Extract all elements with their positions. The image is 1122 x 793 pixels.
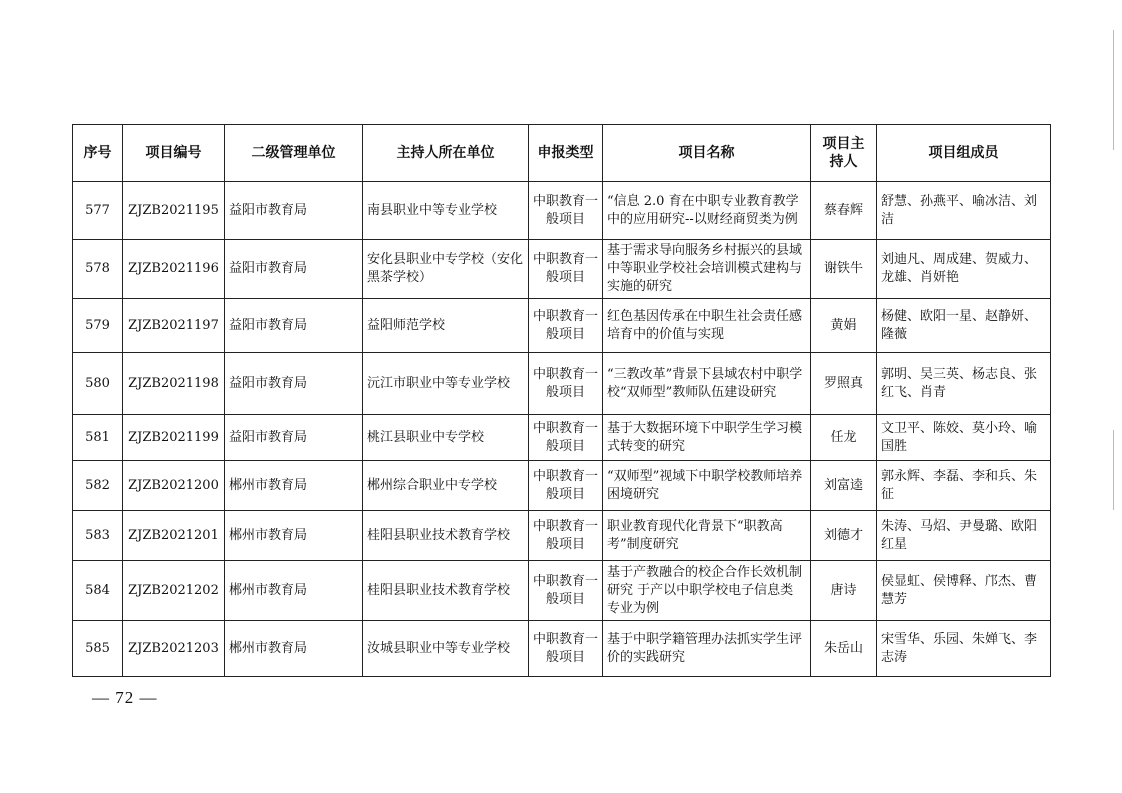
table-row (73, 621, 1051, 677)
cell-host: 谢铁牛 (811, 240, 877, 299)
cell-code: ZJZB2021201 (123, 511, 225, 561)
cell-name: 基于产教融合的校企合作长效机制研究 于产以中职学校电子信息类专业为例 (603, 561, 811, 621)
cell-type: 中职教育一般项目 (529, 561, 603, 621)
cell-unit: 南县职业中等专业学校 (363, 182, 529, 240)
cell-name: “信息 2.0 育在中职专业教育教学中的应用研究--以财经商贸类为例 (603, 182, 811, 240)
cell-name: 基于大数据环境下中职学生学习模式转变的研究 (603, 415, 811, 461)
header-unit: 主持人所在单位 (363, 125, 529, 182)
cell-host: 刘德才 (811, 511, 877, 561)
cell-name: 基于需求导向服务乡村振兴的县域中等职业学校社会培训模式建构与实施的研究 (603, 240, 811, 299)
cell-members: 郭永辉、李磊、李和兵、朱征 (877, 461, 1051, 511)
cell-dept: 益阳市教育局 (225, 182, 363, 240)
header-seq: 序号 (73, 125, 123, 182)
cell-seq: 580 (73, 353, 123, 415)
cell-host: 唐诗 (811, 561, 877, 621)
cell-host: 任龙 (811, 415, 877, 461)
cell-dept: 益阳市教育局 (225, 240, 363, 299)
cell-host: 黄娟 (811, 299, 877, 353)
cell-host: 朱岳山 (811, 621, 877, 677)
cell-members: 刘迪凡、周成建、贺威力、龙雄、肖妍艳 (877, 240, 1051, 299)
cell-host: 蔡春辉 (811, 182, 877, 240)
cell-members: 宋雪华、乐园、朱婵飞、李志涛 (877, 621, 1051, 677)
margin-mark (1113, 430, 1114, 510)
cell-seq: 583 (73, 511, 123, 561)
cell-type: 中职教育一般项目 (529, 461, 603, 511)
header-name: 项目名称 (603, 125, 811, 182)
header-code: 项目编号 (123, 125, 225, 182)
cell-dept: 郴州市教育局 (225, 511, 363, 561)
cell-unit: 郴州综合职业中专学校 (363, 461, 529, 511)
cell-code: ZJZB2021196 (123, 240, 225, 299)
cell-host: 刘富逵 (811, 461, 877, 511)
cell-code: ZJZB2021200 (123, 461, 225, 511)
cell-type: 中职教育一般项目 (529, 415, 603, 461)
cell-code: ZJZB2021203 (123, 621, 225, 677)
cell-type: 中职教育一般项目 (529, 299, 603, 353)
table-row (73, 240, 1051, 299)
cell-unit: 桃江县职业中专学校 (363, 415, 529, 461)
table-row (73, 561, 1051, 621)
table-row (73, 415, 1051, 461)
cell-name: “三教改革”背景下县域农村中职学校“双师型”教师队伍建设研究 (603, 353, 811, 415)
cell-dept: 郴州市教育局 (225, 561, 363, 621)
cell-dept: 郴州市教育局 (225, 461, 363, 511)
page-number: — 72 — (92, 688, 158, 707)
header-dept: 二级管理单位 (225, 125, 363, 182)
cell-dept: 益阳市教育局 (225, 353, 363, 415)
cell-members: 侯显虹、侯博释、邝杰、曹慧芳 (877, 561, 1051, 621)
cell-unit: 桂阳县职业技术教育学校 (363, 511, 529, 561)
cell-seq: 579 (73, 299, 123, 353)
cell-unit: 益阳师范学校 (363, 299, 529, 353)
cell-dept: 益阳市教育局 (225, 415, 363, 461)
project-table (72, 124, 1051, 677)
cell-seq: 578 (73, 240, 123, 299)
cell-seq: 584 (73, 561, 123, 621)
header-host: 项目主持人 (811, 125, 877, 182)
cell-name: “双师型”视域下中职学校教师培养困境研究 (603, 461, 811, 511)
cell-members: 杨健、欧阳一星、赵静妍、隆薇 (877, 299, 1051, 353)
table-header-row (73, 125, 1051, 182)
table-row (73, 353, 1051, 415)
cell-members: 舒慧、孙燕平、喻冰洁、刘洁 (877, 182, 1051, 240)
cell-type: 中职教育一般项目 (529, 240, 603, 299)
cell-name: 红色基因传承在中职生社会责任感培育中的价值与实现 (603, 299, 811, 353)
cell-name: 基于中职学籍管理办法抓实学生评价的实践研究 (603, 621, 811, 677)
cell-type: 中职教育一般项目 (529, 182, 603, 240)
cell-code: ZJZB2021195 (123, 182, 225, 240)
cell-seq: 582 (73, 461, 123, 511)
cell-members: 郭明、吴三英、杨志良、张红飞、肖青 (877, 353, 1051, 415)
cell-name: 职业教育现代化背景下“职教高考”制度研究 (603, 511, 811, 561)
table-row (73, 511, 1051, 561)
cell-type: 中职教育一般项目 (529, 353, 603, 415)
cell-code: ZJZB2021202 (123, 561, 225, 621)
cell-members: 朱涛、马炤、尹曼璐、欧阳红星 (877, 511, 1051, 561)
cell-code: ZJZB2021197 (123, 299, 225, 353)
cell-unit: 汝城县职业中等专业学校 (363, 621, 529, 677)
cell-members: 文卫平、陈姣、莫小玲、喻国胜 (877, 415, 1051, 461)
cell-dept: 益阳市教育局 (225, 299, 363, 353)
header-type: 申报类型 (529, 125, 603, 182)
cell-dept: 郴州市教育局 (225, 621, 363, 677)
cell-unit: 桂阳县职业技术教育学校 (363, 561, 529, 621)
cell-host: 罗照真 (811, 353, 877, 415)
cell-unit: 安化县职业中专学校（安化黑茶学校） (363, 240, 529, 299)
cell-seq: 585 (73, 621, 123, 677)
cell-seq: 577 (73, 182, 123, 240)
cell-code: ZJZB2021198 (123, 353, 225, 415)
table-row (73, 461, 1051, 511)
table-body (73, 182, 1051, 677)
cell-type: 中职教育一般项目 (529, 621, 603, 677)
cell-seq: 581 (73, 415, 123, 461)
header-members: 项目组成员 (877, 125, 1051, 182)
table-row (73, 299, 1051, 353)
cell-unit: 沅江市职业中等专业学校 (363, 353, 529, 415)
margin-mark (1113, 30, 1114, 150)
cell-type: 中职教育一般项目 (529, 511, 603, 561)
table-row (73, 182, 1051, 240)
cell-code: ZJZB2021199 (123, 415, 225, 461)
